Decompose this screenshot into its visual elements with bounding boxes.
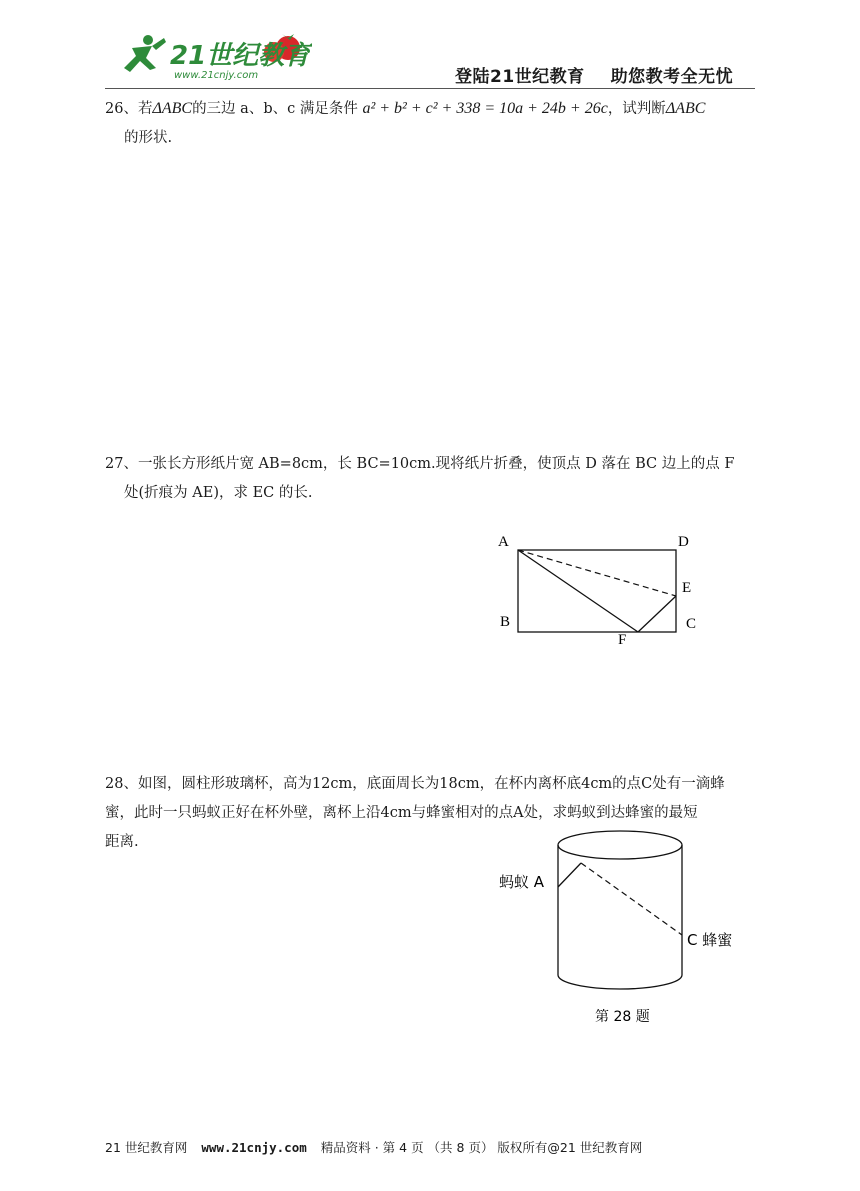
page-footer	[105, 1138, 642, 1156]
label-ant-a: 蚂蚁 A	[499, 873, 545, 891]
q28-line1: 28、如图，圆柱形玻璃杯，高为12cm，底面周长为18cm，在杯内离杯底4cm的点C处有一滴蜂	[105, 776, 725, 792]
label-d: D	[678, 534, 689, 550]
q26-line2: 的形状.	[124, 130, 173, 146]
q27-line2: 处(折痕为 AE)，求 EC 的长.	[124, 485, 313, 501]
q28-line3: 距离.	[105, 834, 139, 850]
figure-caption: 第 28 题	[595, 1009, 650, 1025]
slogan-part-b: 助您教考全无忧	[610, 67, 734, 87]
cylinder-cup-figure	[495, 825, 745, 1035]
label-b: B	[500, 614, 511, 630]
site-logo	[112, 28, 312, 84]
q26-equation: a² + b² + c² + 338 = 10a + 24b + 26c	[362, 100, 608, 117]
header-divider	[105, 88, 755, 89]
footer-site-link[interactable]: www.21cnjy.com	[201, 1140, 307, 1155]
path-outer-wall	[558, 863, 581, 887]
logo-url: www.21cnjy.com	[174, 70, 259, 81]
label-honey-c: C 蜂蜜	[687, 931, 733, 949]
q26-line1: 26、若ΔABC的三边 a、b、c 满足条件 a² + b² + c² + 338 = 10a + 24b + 26c，试判断ΔABC	[105, 100, 706, 117]
q27-line1: 27、一张长方形纸片宽 AB=8cm，长 BC=10cm.现将纸片折叠，使顶点 D 落在 BC 边上的点 F	[105, 456, 735, 472]
cylinder-top	[558, 831, 682, 859]
cylinder-bottom	[558, 975, 682, 989]
slogan-part-a: 登陆21世纪教育	[455, 67, 585, 87]
label-c: C	[686, 616, 697, 632]
footer-right: 精品资料 · 第 4 页 （共 8 页） 版权所有@21 世纪教育网	[320, 1140, 643, 1155]
q28-line2: 蜜，此时一只蚂蚁正好在杯外壁，离杯上沿4cm与蜂蜜相对的点A处，求蚂蚁到达蜂蜜的最短	[105, 805, 698, 821]
segment-af	[518, 550, 638, 632]
logo-text: 21世纪教育	[170, 41, 311, 71]
logo-graphic	[112, 28, 312, 84]
label-a: A	[498, 534, 509, 550]
q26-triangle: ΔABC	[152, 100, 193, 117]
segment-fe	[638, 596, 676, 632]
label-e: E	[682, 580, 692, 596]
label-f: F	[618, 632, 627, 648]
rectangle-abcd	[518, 550, 676, 632]
footer-left: 21 世纪教育网	[105, 1140, 188, 1155]
path-inner-wall	[581, 863, 682, 935]
header-slogan	[455, 62, 733, 87]
crease-ae	[518, 550, 676, 596]
rectangle-fold-figure	[490, 528, 710, 653]
